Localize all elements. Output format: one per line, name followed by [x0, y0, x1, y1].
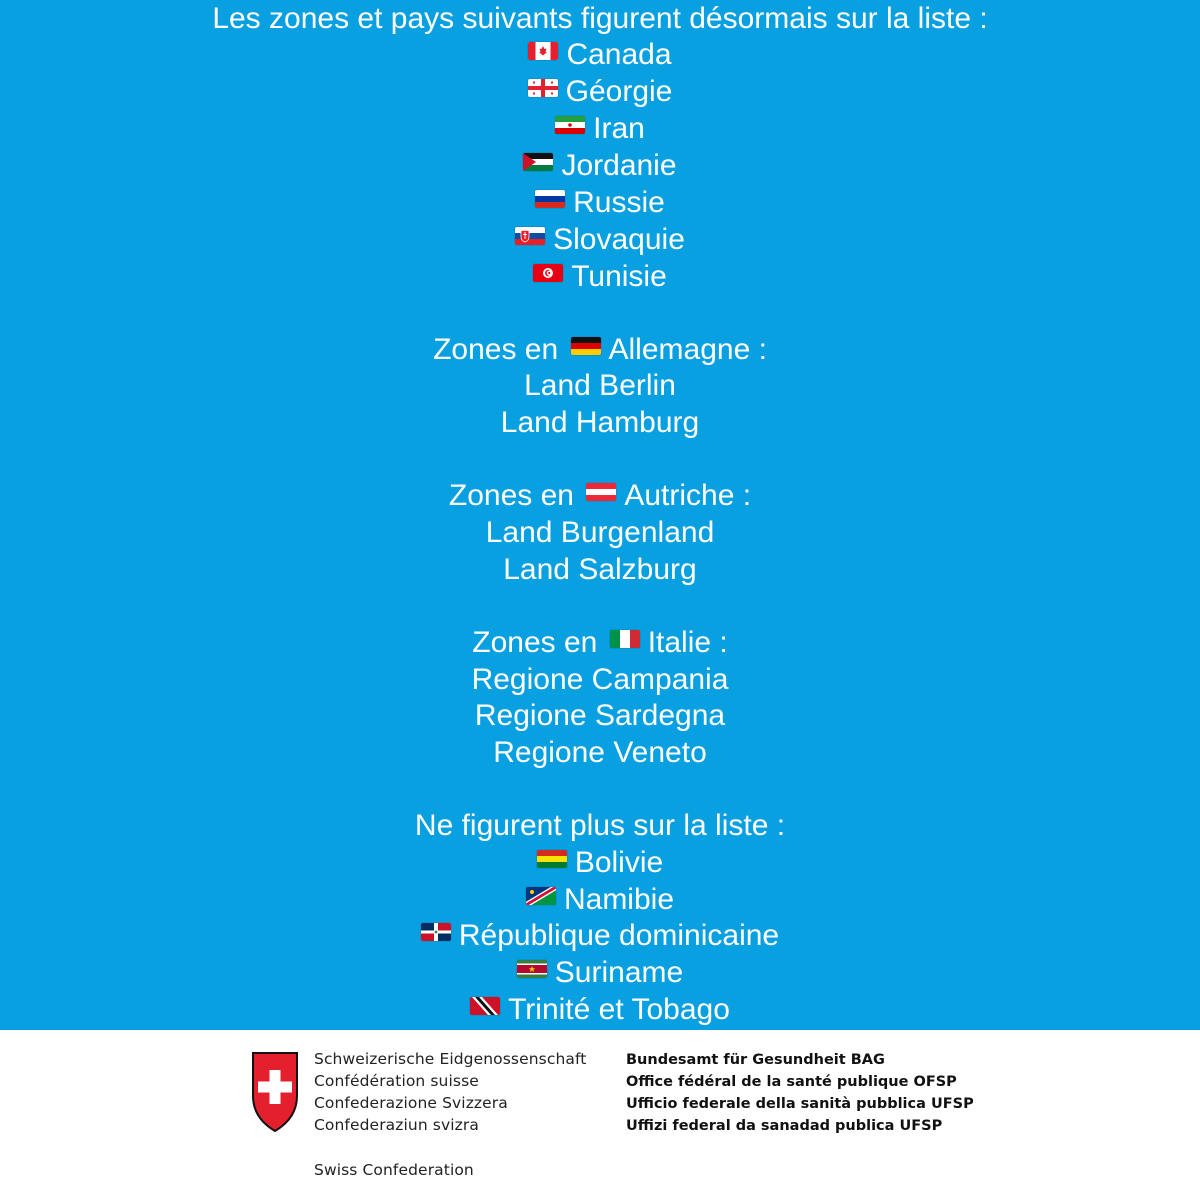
country-name: Jordanie — [561, 149, 677, 182]
tunisia-flag-icon — [533, 264, 563, 282]
section-heading-germany — [0, 332, 1200, 368]
section-prefix: Zones en — [448, 479, 574, 512]
dominican-republic-flag-icon — [421, 923, 451, 941]
section-heading-austria — [0, 478, 1200, 514]
list-item — [0, 148, 1200, 184]
list-item: Land Salzburg — [503, 553, 697, 586]
slovakia-flag-icon — [515, 227, 545, 245]
office-name-rm: Uffizi federal da sanadad publica UFSP — [626, 1118, 943, 1134]
office-name-fr: Office fédéral de la santé publique OFSP — [626, 1074, 957, 1090]
list-item — [0, 74, 1200, 110]
section-country: Allemagne : — [608, 333, 767, 366]
office-name-it: Ufficio federale della sanità pubblica UFSP — [626, 1096, 974, 1112]
country-name: Canada — [566, 38, 672, 71]
confederation-name-fr: Confédération suisse — [314, 1072, 479, 1090]
list-item: Regione Campania — [471, 663, 729, 696]
country-name: Tunisie — [571, 260, 667, 293]
section-heading-italy — [0, 625, 1200, 661]
trinidad-tobago-flag-icon — [470, 997, 500, 1015]
list-item — [0, 845, 1200, 881]
list-item — [0, 259, 1200, 295]
section-prefix: Zones en — [433, 333, 559, 366]
country-name: Bolivie — [574, 846, 664, 879]
section-country: Italie : — [647, 626, 728, 659]
bolivia-flag-icon — [537, 850, 567, 868]
list-item: Regione Sardegna — [474, 699, 726, 732]
country-name: Namibie — [563, 883, 675, 916]
italy-flag-icon — [610, 630, 640, 648]
list-item: Land Burgenland — [485, 516, 715, 549]
country-name: Russie — [573, 186, 665, 219]
iran-flag-icon — [555, 116, 585, 134]
suriname-flag-icon — [517, 960, 547, 978]
section-prefix: Zones en — [472, 626, 598, 659]
list-item — [0, 37, 1200, 73]
country-name: Suriname — [554, 956, 684, 989]
list-item — [0, 222, 1200, 258]
footer — [0, 1030, 1200, 1200]
list-item: Land Hamburg — [500, 406, 700, 439]
confederation-name-rm: Confederaziun svizra — [314, 1116, 479, 1134]
russia-flag-icon — [535, 190, 565, 208]
section-country: Autriche : — [624, 479, 752, 512]
namibia-flag-icon — [526, 887, 556, 905]
list-item — [0, 185, 1200, 221]
canada-flag-icon — [528, 42, 558, 60]
country-name: Trinité et Tobago — [508, 993, 730, 1026]
austria-flag-icon — [586, 483, 616, 501]
jordan-flag-icon — [523, 153, 553, 171]
country-name: Géorgie — [565, 75, 673, 108]
georgia-flag-icon — [528, 79, 558, 97]
list-item — [0, 992, 1200, 1028]
country-name: Iran — [593, 112, 645, 145]
country-name: République dominicaine — [458, 919, 780, 952]
list-item — [0, 111, 1200, 147]
list-item — [0, 882, 1200, 918]
list-item: Regione Veneto — [493, 736, 707, 769]
removed-heading: Ne figurent plus sur la liste : — [414, 809, 786, 842]
confederation-name-de: Schweizerische Eidgenossenschaft — [314, 1050, 587, 1068]
swiss-confederation-label: Swiss Confederation — [314, 1161, 474, 1179]
intro-text: Les zones et pays suivants figurent désormais sur la liste : — [212, 2, 988, 35]
confederation-name-it: Confederazione Svizzera — [314, 1094, 508, 1112]
country-name: Slovaquie — [553, 223, 685, 256]
germany-flag-icon — [571, 337, 601, 355]
office-name-de: Bundesamt für Gesundheit BAG — [626, 1052, 885, 1068]
list-item: Land Berlin — [524, 369, 676, 402]
swiss-coat-of-arms-icon — [250, 1050, 300, 1134]
list-item — [0, 918, 1200, 954]
list-item — [0, 955, 1200, 991]
